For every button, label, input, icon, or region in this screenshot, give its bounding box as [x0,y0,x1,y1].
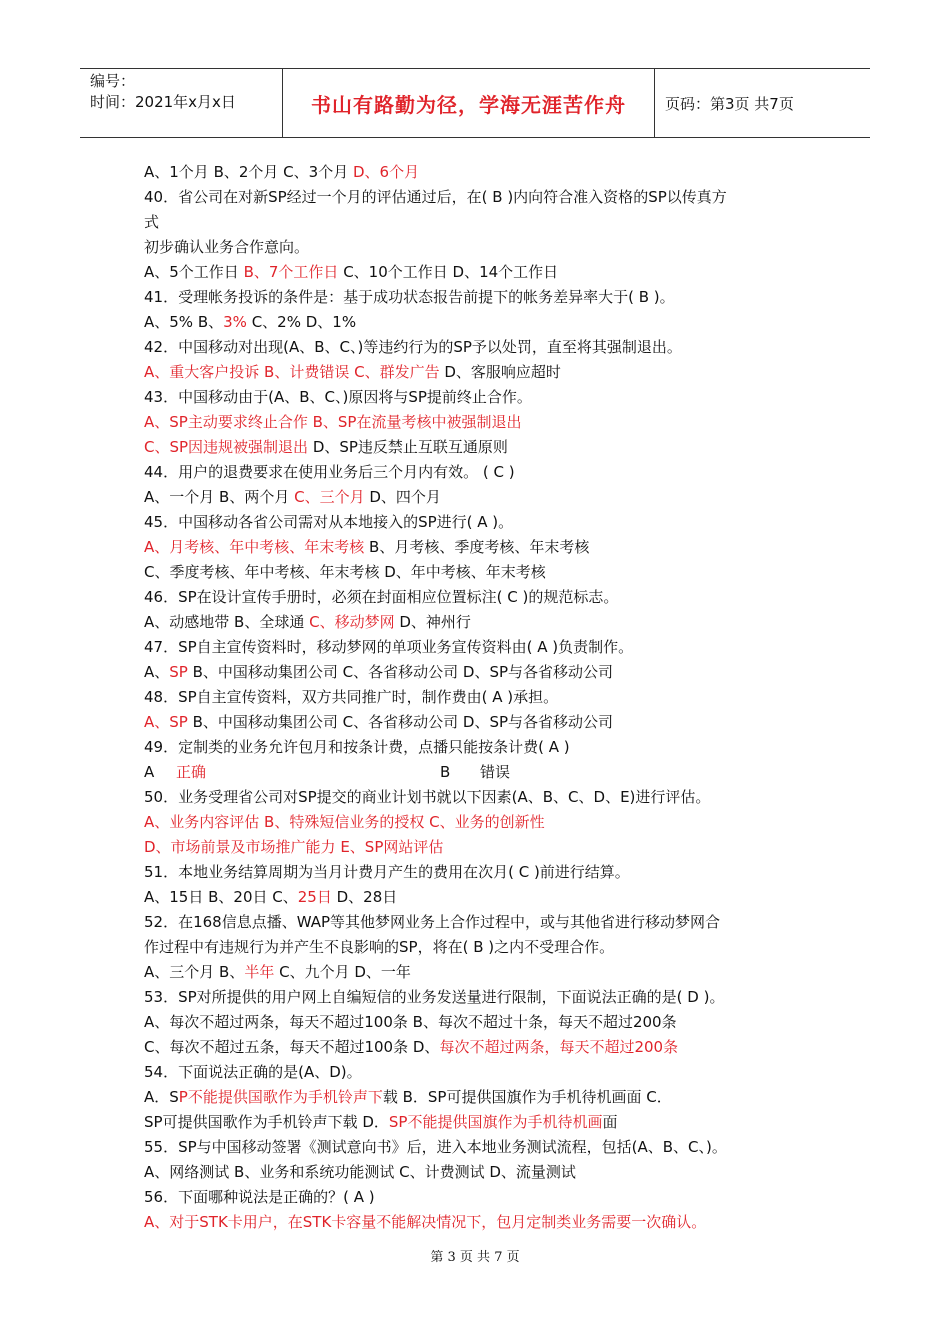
text-segment: A、 [144,663,170,681]
text-line [144,1185,824,1210]
text-segment: C、2% D、1% [246,313,357,331]
answer-highlight: 每次不超过两条，每天不超过200条 [439,1038,679,1056]
text-segment: D、SP违反禁止互联互通原则 [308,438,508,456]
page-footer: 第 3 页 共 7 页 [430,1250,520,1265]
text-segment: A、每次不超过两条，每天不超过100条 B、每次不超过十条，每天不超过200条 [144,1013,677,1031]
header-page-label: 页码：第3页 共7页 [665,94,794,113]
text-line [144,1085,824,1110]
text-line [144,410,824,435]
text-line [144,585,824,610]
answer-highlight: C、SP因违规被强制退出 [144,438,309,456]
text-segment: 47．SP自主宣传资料时，移动梦网的单项业务宣传资料由( A )负责制作。 [144,638,634,656]
answer-highlight: A、业务内容评估 B、特殊短信业务的授权 C、业务的创新性 [144,813,545,831]
text-line [144,310,824,335]
text-line [144,1210,824,1235]
text-segment: 作过程中有违规行为并产生不良影响的SP，将在( B )之内不受理合作。 [144,938,615,956]
text-segment: C、10个工作日 D、14个工作日 [338,263,559,281]
text-segment: A、三个月 B、 [144,963,245,981]
text-line [144,735,824,760]
header-motto: 书山有路勤为径，学海无涯苦作舟 [283,69,655,137]
text-segment: 43．中国移动由于(A、B、C、)原因将与SP提前终止合作。 [144,388,532,406]
text-line [144,185,824,210]
text-line [144,1110,824,1135]
text-segment: D、客服响应超时 [439,363,561,381]
text-line [144,960,824,985]
text-line [144,810,824,835]
answer-highlight: D、6个月 [352,163,420,181]
text-segment: A、一个月 B、两个月 [144,488,295,506]
answer-highlight: P不能提供国歌作为手机铃声下 [178,1088,383,1106]
text-line [144,335,824,360]
text-line [144,1160,824,1185]
text-segment: 48．SP自主宣传资料，双方共同推广时，制作费由( A )承担。 [144,688,559,706]
question-list [144,160,824,1235]
text-line [144,860,824,885]
text-segment: A、1个月 B、2个月 C、3个月 [144,163,353,181]
text-line [144,260,824,285]
text-segment: A、5% B、 [144,313,224,331]
text-line [144,1135,824,1160]
answer-highlight: C、三个月 [294,488,365,506]
answer-highlight: 25日 [297,888,332,906]
text-segment: 53．SP对所提供的用户网上自编短信的业务发送量进行限制，下面说法正确的是( D )。 [144,988,725,1006]
answer-highlight: 半年 [244,963,275,981]
text-segment: C、九个月 D、一年 [274,963,411,981]
header-info [80,69,283,137]
text-segment: 50．业务受理省公司对SP提交的商业计划书就以下因素(A、B、C、D、E)进行评估。 [144,788,711,806]
answer-highlight: C、移动梦网 [309,613,395,631]
text-segment: 49．定制类的业务允许包月和按条计费，点播只能按条计费( A ) [144,738,570,756]
text-segment: A．S [144,1088,179,1106]
text-line [144,660,824,685]
text-line [144,685,824,710]
text-segment: 55．SP与中国移动签署《测试意向书》后，进入本地业务测试流程，包括(A、B、C、)。 [144,1138,727,1156]
text-line [144,560,824,585]
text-line [144,210,824,235]
answer-highlight: D、市场前景及市场推广能力 E、SP网站评估 [144,838,444,856]
text-line [144,510,824,535]
text-line [144,535,824,560]
answer-highlight: A、SP主动要求终止合作 B、SP在流量考核中被强制退出 [144,413,522,431]
text-line [144,1035,824,1060]
answer-highlight: A、重大客户投诉 B、计费错误 C、群发广告 [144,363,440,381]
text-line [144,385,824,410]
text-line [144,835,824,860]
answer-highlight: A、SP [144,713,188,731]
text-segment: B、月考核、季度考核、年末考核 [364,538,590,556]
text-segment: A、网络测试 B、业务和系统功能测试 C、计费测试 D、流量测试 [144,1163,576,1181]
text-segment: D、神州行 [394,613,471,631]
text-segment: D、四个月 [364,488,441,506]
answer-highlight: A、对于STK卡用户，在STK卡容量不能解决情况下，包月定制类业务需要一次确认。 [144,1213,707,1231]
text-segment: A [144,763,155,781]
text-line [144,160,824,185]
text-line [144,460,824,485]
answer-highlight: B、7个工作日 [243,263,339,281]
text-segment: 41．受理帐务投诉的条件是：基于成功状态报告前提下的帐务差异率大于( B )。 [144,288,675,306]
text-line [144,785,824,810]
text-segment: SP可提供国歌作为手机铃声下载 D． [144,1113,389,1131]
text-line [144,610,824,635]
answer-highlight: SP不能提供国旗作为手机待机画 [388,1113,603,1131]
text-line [144,935,824,960]
document-date-label: 时间：2021年x月x日 [90,93,236,111]
text-segment: B、中国移动集团公司 C、各省移动公司 D、SP与各省移动公司 [187,713,614,731]
text-segment: 初步确认业务合作意向。 [144,238,310,256]
text-segment: 式 [144,213,160,231]
text-line [144,985,824,1010]
text-segment: A、动感地带 B、全球通 [144,613,310,631]
answer-highlight: SP [169,663,188,681]
text-segment: 44．用户的退费要求在使用业务后三个月内有效。 ( C ) [144,463,515,481]
text-line [144,635,824,660]
text-segment: 52．在168信息点播、WAP等其他梦网业务上合作过程中，或与其他省进行移动梦网合 [144,913,721,931]
text-segment: 56．下面哪种说法是正确的？( A ) [144,1188,375,1206]
text-segment: D、28日 [331,888,398,906]
text-line [144,710,824,735]
answer-highlight: 正确 [176,763,207,781]
text-segment: C、每次不超过五条，每天不超过100条 D、 [144,1038,440,1056]
text-segment: A、15日 B、20日 C、 [144,888,298,906]
text-line [144,235,824,260]
text-segment: 54．下面说法正确的是(A、D)。 [144,1063,362,1081]
text-segment: 错误 [480,763,511,781]
text-line [144,360,824,385]
text-segment: B [440,763,451,781]
answer-highlight: 3% [223,313,247,331]
text-line [144,485,824,510]
document-number-label: 编号： [90,72,136,90]
text-line [144,885,824,910]
text-segment: 面 [602,1113,618,1131]
text-segment: 46．SP在设计宣传手册时，必须在封面相应位置标注( C )的规范标志。 [144,588,619,606]
text-segment: C、季度考核、年中考核、年末考核 D、年中考核、年末考核 [144,563,546,581]
text-segment: B、中国移动集团公司 C、各省移动公司 D、SP与各省移动公司 [187,663,614,681]
text-line [144,1010,824,1035]
text-line [144,760,824,785]
answer-highlight: A、月考核、年中考核、年末考核 [144,538,365,556]
text-segment: 51．本地业务结算周期为当月计费月产生的费用在次月( C )前进行结算。 [144,863,630,881]
text-line [144,1060,824,1085]
text-line [144,285,824,310]
text-segment: 40．省公司在对新SP经过一个月的评估通过后，在( B )内向符合准入资格的SP以传真方 [144,188,727,206]
text-line [144,910,824,935]
text-segment: 载 B．SP可提供国旗作为手机待机画面 C． [382,1088,672,1106]
text-segment: 42．中国移动对出现(A、B、C、)等违约行为的SP予以处罚，直至将其强制退出。 [144,338,682,356]
text-segment: A、5个工作日 [144,263,244,281]
text-line [144,435,824,460]
page-header [80,68,870,138]
text-segment: 45．中国移动各省公司需对从本地接入的SP进行( A )。 [144,513,514,531]
